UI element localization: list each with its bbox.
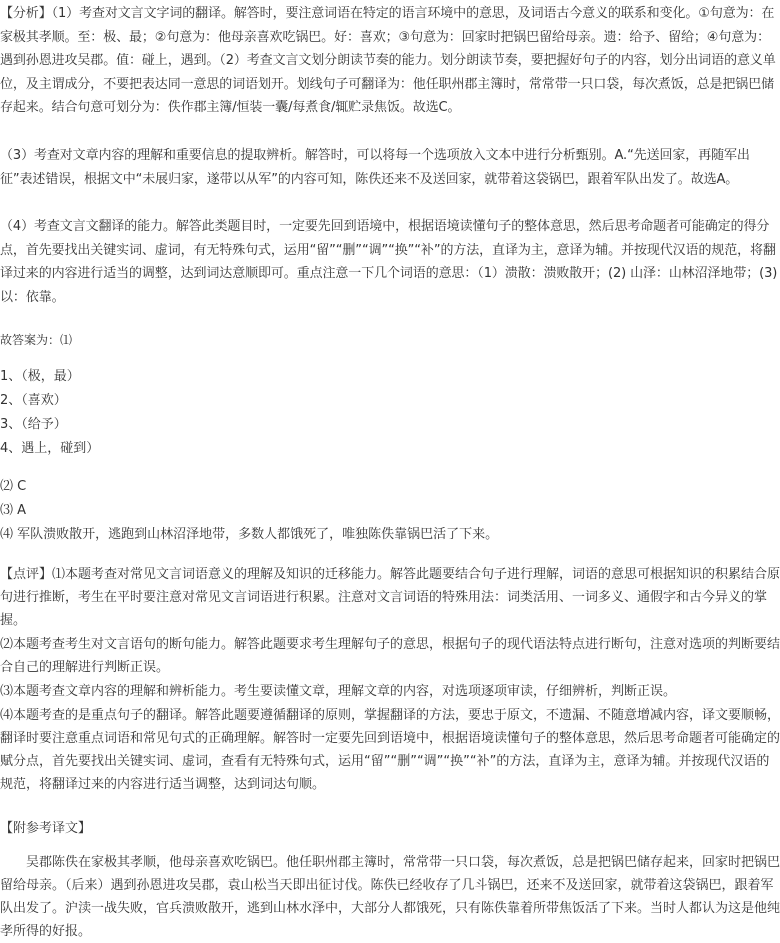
answer-3: ⑶ A <box>0 503 27 518</box>
review-paragraph-3: ⑶本题考查文章内容的理解和辨析能力。考生要读懂文章，理解文章的内容，对选项逐项审读，仔细辨析，判断正误。 <box>0 684 677 699</box>
answer-4: ⑷ 军队溃败散开，逃跑到山林沼泽地带，多数人都饿死了，唯独陈佚靠锅巴活了下来。 <box>0 527 499 542</box>
review-paragraph-1: 【点评】⑴本题考查对常见文言词语意义的理解及知识的迁移能力。解答此题要结合句子进行理解，词语的意思可根据知识的积累结合原句进行推断，考生在平时要注意对常见文言词语进行积累。注意对文言词语的特殊用法：词类活用、一词多义、通假字和古今异义的掌握。 <box>0 567 780 628</box>
answer-item-2: 2、（喜欢） <box>0 393 67 408</box>
answer-item-1: 1、（极，最） <box>0 369 80 384</box>
analysis-paragraph-3: （4）考查文言文翻译的能力。解答此类题目时，一定要先回到语境中，根据语境读懂句子的整体意思，然后思考命题者可能确定的得分点，首先要找出关键实词、虚词，有无特殊句式，运用“留”“删”“调”“换”“补”的方法，直译为主，意译为辅。并按现代汉语的规范，将翻译过来的内容进行适当的调整，达到词达意顺即可。重点注意一下几个词语的意思：（1）溃散：溃败散开；(2) 山泽：山林沼泽地带；(3) 以：依靠。 <box>0 219 778 305</box>
translation-body: 吴郡陈佚在家极其孝顺，他母亲喜欢吃锅巴。他任职州郡主簿时，常常带一只口袋，每次煮饭，总是把锅巴储存起来，回家时把锅巴留给母亲。（后来）遇到孙恩进攻吴郡，袁山松当天即出征讨伐。陈佚已经收存了几斗锅巴，还来不及送回家，就带着这袋锅巴，跟着军队出发了。沪渎一战失败，官兵溃败散开，逃到山林水泽中，大部分人都饿死，只有陈佚靠着所带焦饭活了下来。当时人都认为这是他纯孝所得的好报。 <box>0 855 780 939</box>
analysis-paragraph-2: （3）考查对文章内容的理解和重要信息的提取辨析。解答时，可以将每一个选项放入文本中进行分析甄别。A.“先送回家，再随军出征”表述错误，根据文中“未展归家，遂带以从军”的内容可知，陈佚还来不及送回家，就带着这袋锅巴，跟着军队出发了。故选A。 <box>0 148 750 187</box>
analysis-paragraph-1: 【分析】（1）考查对文言文字词的翻译。解答时，要注意词语在特定的语言环境中的意思，及词语古今意义的联系和变化。①句意为：在家极其孝顺。至：极、最；②句意为：他母亲喜欢吃锅巴。好：喜欢；③句意为：回家时把锅巴留给母亲。遗：给予、留给；④句意为：遇到孙恩进攻吴郡。值：碰上，遇到。（2）考查文言文划分朗读节奏的能力。划分朗读节奏，要把握好句子的内容，划分出词语的意义单位，及主谓成分，不要把表达同一意思的词语划开。划线句子可翻译为：他任职州郡主簿时，常常带一只口袋，每次煮饭，总是把锅巴储存起来。结合句意可划分为：佚作郡主簿/恒装一囊/每煮食/辄贮录焦饭。故选C。 <box>0 6 776 116</box>
answer-2: ⑵ C <box>0 479 27 494</box>
review-paragraph-2: ⑵本题考查考生对文言语句的断句能力。解答此题要求考生理解句子的意思，根据句子的现代语法特点进行断句，注意对选项的判断要结合自己的理解进行判断正误。 <box>0 637 780 675</box>
answer-item-4: 4、遇上，碰到） <box>0 441 100 456</box>
answer-item-3: 3、（给予） <box>0 417 67 432</box>
answer-intro: 故答案为：⑴ <box>0 333 73 347</box>
translation-heading: 【附参考译文】 <box>0 821 92 836</box>
review-paragraph-4: ⑷本题考查的是重点句子的翻译。解答此题要遵循翻译的原则，掌握翻译的方法，要忠于原文，不遗漏、不随意增减内容，译文要顺畅，翻译时要注意重点词语和常见句式的正确理解。解答时一定要先回到语境中，根据语境读懂句子的整体意思，然后思考命题者可能确定的赋分点，首先要找出关键实词、虚词，查看有无特殊句式，运用“留”“删”“调”“换”“补”的方法，直译为主，意译为辅。并按现代汉语的规范，将翻译过来的内容进行适当调整，达到词达句顺。 <box>0 708 780 792</box>
